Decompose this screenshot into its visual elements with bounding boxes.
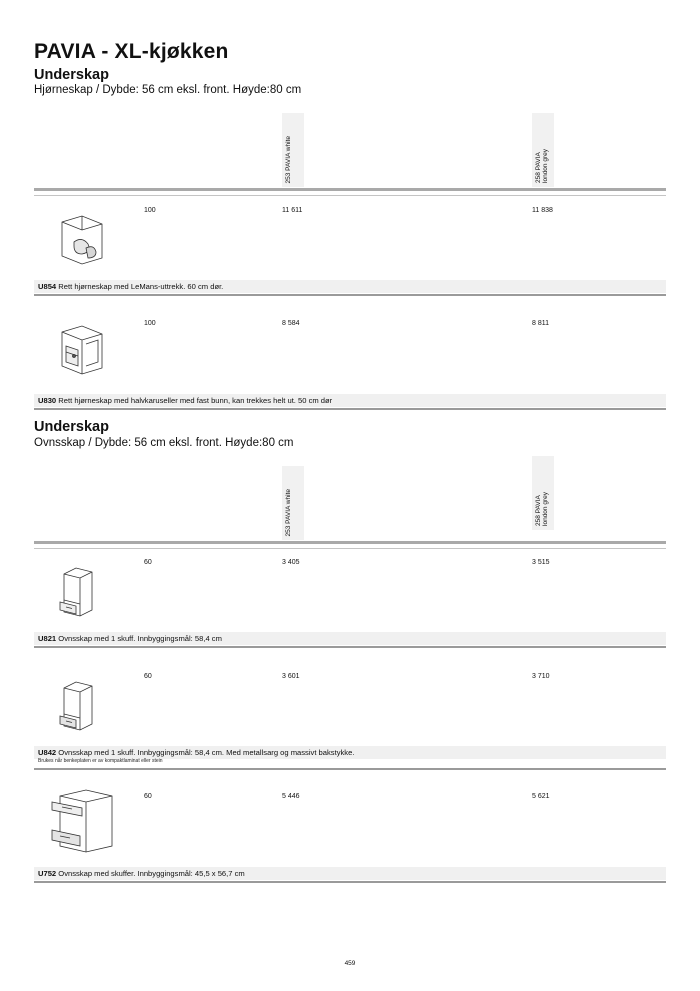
divider bbox=[34, 188, 666, 191]
corner-cabinet-lemans-icon bbox=[52, 212, 112, 272]
product-description bbox=[38, 282, 223, 291]
product-note: Brukes når benkeplaten er av kompaktlaminat eller stein bbox=[38, 758, 163, 764]
row-divider bbox=[34, 408, 666, 410]
price-grey: 3 710 bbox=[532, 673, 550, 680]
corner-cabinet-carousel-icon bbox=[52, 322, 112, 382]
product-description bbox=[38, 748, 354, 757]
column-header-label: 253 PAVIA white bbox=[285, 488, 292, 536]
divider bbox=[34, 541, 666, 544]
product-code: U830 bbox=[38, 396, 57, 405]
product-text: Ovnsskap med skuffer. Innbyggingsmål: 45,5 x 56,7 cm bbox=[58, 869, 245, 878]
column-header-white bbox=[282, 466, 304, 540]
product-code: U752 bbox=[38, 869, 57, 878]
product-text: Rett hjørneskap med LeMans-uttrekk. 60 cm dør. bbox=[58, 282, 224, 291]
product-width: 60 bbox=[144, 559, 152, 566]
row-divider bbox=[34, 646, 666, 648]
section-subtitle: Hjørneskap / Dybde: 56 cm eksl. front. Høyde:80 cm bbox=[34, 84, 302, 96]
section-title: Underskap bbox=[34, 67, 109, 83]
price-white: 3 601 bbox=[282, 673, 300, 680]
price-grey: 3 515 bbox=[532, 559, 550, 566]
product-width: 100 bbox=[144, 207, 156, 214]
price-white: 11 611 bbox=[282, 207, 303, 214]
price-grey: 5 621 bbox=[532, 793, 550, 800]
column-header-label: 253 PAVIA white bbox=[285, 135, 292, 183]
row-divider bbox=[34, 294, 666, 296]
product-width: 100 bbox=[144, 320, 156, 327]
column-header-grey bbox=[532, 456, 554, 530]
price-white: 8 584 bbox=[282, 320, 300, 327]
column-header-white bbox=[282, 113, 304, 187]
product-code: U854 bbox=[38, 282, 57, 291]
price-white: 3 405 bbox=[282, 559, 300, 566]
product-description bbox=[38, 396, 332, 405]
product-text: Rett hjørneskap med halvkaruseller med fast bunn, kan trekkes helt ut. 50 cm dør bbox=[58, 396, 333, 405]
column-header-label: 258 PAVIA london grey bbox=[535, 149, 549, 183]
oven-cabinet-drawer-icon bbox=[52, 562, 112, 622]
product-text: Ovnsskap med 1 skuff. Innbyggingsmål: 58,4 cm. Med metallsarg og massivt bakstykke. bbox=[58, 748, 355, 757]
divider bbox=[34, 548, 666, 549]
section-title: Underskap bbox=[34, 419, 109, 435]
column-header-grey bbox=[532, 113, 554, 187]
product-description bbox=[38, 869, 245, 878]
price-white: 5 446 bbox=[282, 793, 300, 800]
product-code: U821 bbox=[38, 634, 57, 643]
product-code: U842 bbox=[38, 748, 57, 757]
section-subtitle: Ovnsskap / Dybde: 56 cm eksl. front. Høyde:80 cm bbox=[34, 437, 294, 449]
product-description bbox=[38, 634, 222, 643]
product-width: 60 bbox=[144, 673, 152, 680]
page-title: PAVIA - XL-kjøkken bbox=[34, 40, 229, 63]
oven-cabinet-drawers-icon bbox=[46, 786, 118, 858]
page-number: 459 bbox=[344, 960, 356, 967]
divider bbox=[34, 195, 666, 196]
oven-cabinet-metal-drawer-icon bbox=[52, 676, 112, 736]
price-grey: 8 811 bbox=[532, 320, 549, 327]
product-width: 60 bbox=[144, 793, 152, 800]
row-divider bbox=[34, 881, 666, 883]
product-text: Ovnsskap med 1 skuff. Innbyggingsmål: 58,4 cm bbox=[58, 634, 222, 643]
row-divider bbox=[34, 768, 666, 770]
price-grey: 11 838 bbox=[532, 207, 553, 214]
column-header-label: 258 PAVIA london grey bbox=[535, 492, 549, 526]
